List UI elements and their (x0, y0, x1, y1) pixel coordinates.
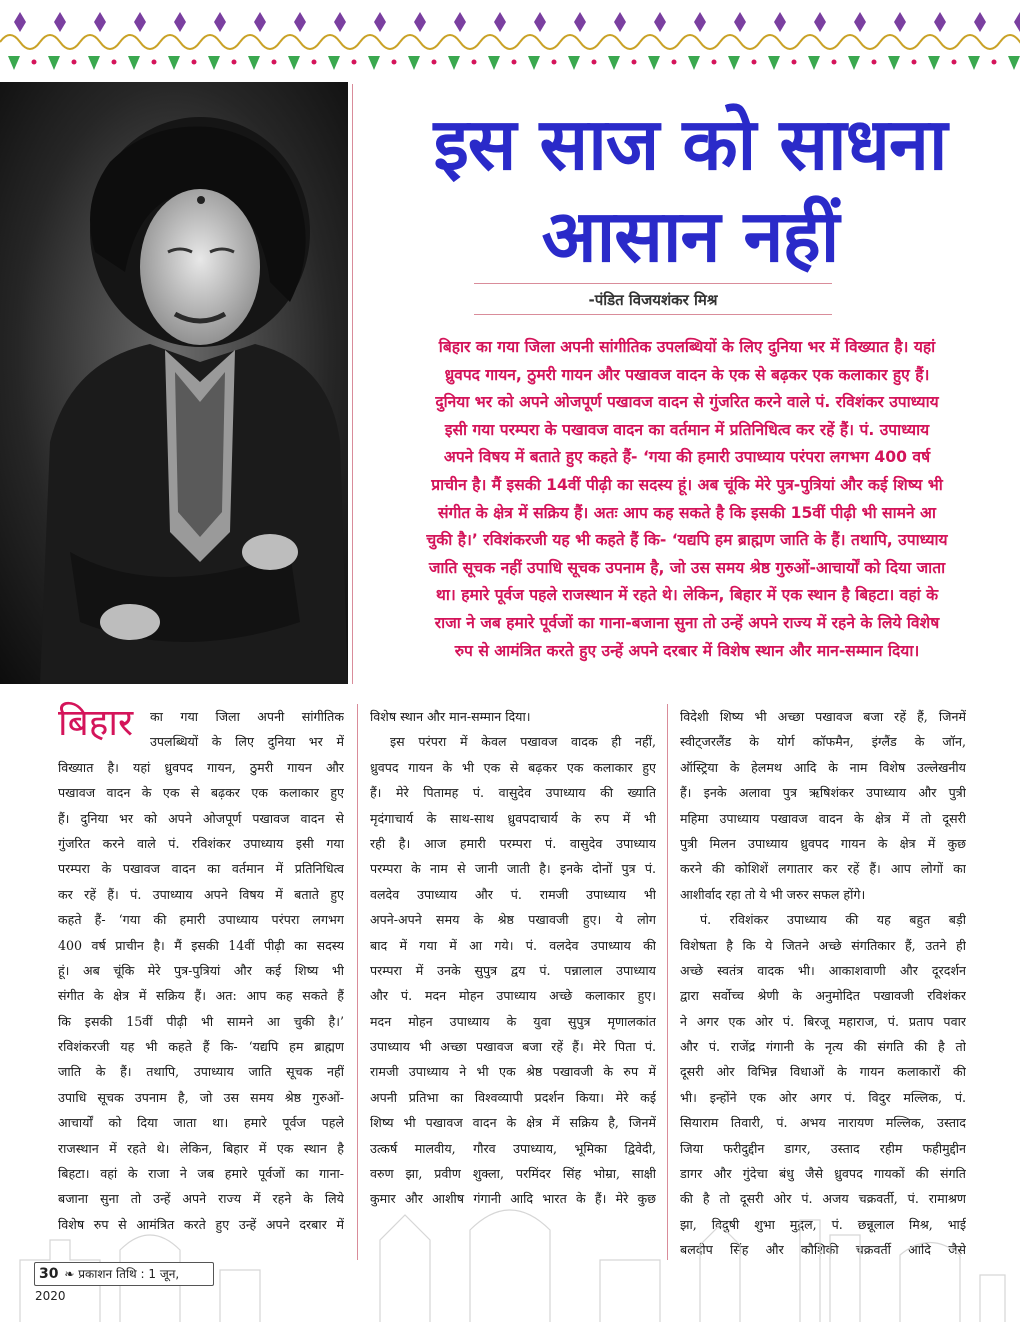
border-wave (40, 35, 80, 49)
border-leaf (448, 56, 460, 70)
body-text-line: आशीर्वाद रहा तो ये भी जरुर सफल होंगे। (680, 886, 866, 902)
border-wave (960, 35, 1000, 49)
border-diamond (734, 12, 746, 32)
intro-line: था। हमारे पूर्वज पहले राजस्थान में रहते थे। लेकिन, बिहार में एक स्थान है बिहटा। वहां के (435, 586, 939, 605)
border-dot (712, 60, 717, 65)
intro-line: संगीत के क्षेत्र में सक्रिय हैं। अतः आप कह सकते है कि इसकी 15वीं पीढ़ी भी सामने आ (438, 503, 936, 522)
border-wave (440, 35, 480, 49)
border-leaf (88, 56, 100, 70)
border-wave (880, 35, 920, 49)
border-leaf (48, 56, 60, 70)
border-leaf (408, 56, 420, 70)
border-dot (512, 60, 517, 65)
body-text-line: कहते हैं- ‘गया की हमारी उपाध्याय परंपरा लगभग (58, 912, 344, 928)
page-footer (34, 1262, 214, 1303)
border-dot (352, 60, 357, 65)
border-diamond (694, 12, 706, 32)
border-dot (672, 60, 677, 65)
body-text-line: वरुण झा, प्रवीण शुक्ला, परमिंदर सिंह भोम्रा, साक्षी (370, 1166, 656, 1182)
body-text-line: परम्परा के पखावज वादन का वर्तमान में प्रतिनिधित्व (58, 861, 344, 877)
body-text-line: अपने-अपने समय के श्रेष्ठ पखावजी हुए। ये लोग (370, 912, 656, 928)
border-diamond (854, 12, 866, 32)
column-divider-2 (667, 704, 668, 1260)
intro-line: बिहार का गया जिला अपनी सांगीतिक उपलब्धियों के लिए दुनिया भर में विख्यात है। यहां (438, 338, 936, 356)
border-wave (640, 35, 680, 49)
border-leaf (168, 56, 180, 70)
body-text-line: ऑस्ट्रिया के हेलमथ आदि के नाम विशेष उल्लेखनीय (680, 759, 966, 775)
border-diamond (574, 12, 586, 32)
border-leaf (368, 56, 380, 70)
body-text-line: गुंजरित करने वाले पं. रविशंकर उपाध्याय इसी गया (58, 835, 344, 851)
body-text-line: सियाराम तिवारी, पं. अभय नारायण मल्लिक, उस्ताद (680, 1115, 966, 1131)
intro-line: इसी गया परम्परा के पखावज वादन का वर्तमान में प्रतिनिधित्व कर रहें हैं। पं. उपाध्याय (444, 420, 930, 439)
border-diamond (934, 12, 946, 32)
body-text-line: राजस्थान में रहते थे। लेकिन, बिहार में एक स्थान है (58, 1140, 344, 1156)
border-diamond (774, 12, 786, 32)
article-headline (360, 98, 1020, 282)
body-text-line: हैं। दुनिया भर को अपने ओजपूर्ण पखावज वादन से (58, 810, 344, 826)
portrait-photo (0, 82, 348, 684)
intro-line: ध्रुवपद गायन, ठुमरी गायन और पखावज वादन के एक से बढ़कर एक कलाकार हुए हैं। (444, 365, 930, 384)
border-dot (232, 60, 237, 65)
border-diamond (894, 12, 906, 32)
intro-line: दुनिया भर को अपने ओजपूर्ण पखावज वादन से गुंजरित करने वाले पं. रविशंकर उपाध्याय (435, 393, 939, 412)
border-dot (192, 60, 197, 65)
border-leaf (488, 56, 500, 70)
border-diamond (1014, 12, 1020, 32)
border-diamond (14, 12, 26, 32)
body-text-line: आचार्यों को दिया जाता था। हमारे पूर्वज पहले (58, 1115, 344, 1131)
border-wave (760, 35, 800, 49)
body-text-line: उपाधि सूचक उपनाम है, जो उस समय श्रेष्ठ गुरुओं- (58, 1089, 344, 1105)
border-wave (560, 35, 600, 49)
border-leaf (848, 56, 860, 70)
border-dot (272, 60, 277, 65)
body-text-line: कर रहें हैं। पं. उपाध्याय अपने विषय में बताते हुए (58, 886, 344, 902)
border-dot (832, 60, 837, 65)
body-text-line: विख्यात है। यहां ध्रुवपद गायन, ठुमरी गायन और (58, 759, 344, 775)
border-leaf (288, 56, 300, 70)
border-wave (280, 35, 320, 49)
border-wave (240, 35, 280, 49)
border-leaf (608, 56, 620, 70)
title-divider (352, 84, 353, 684)
border-wave (360, 35, 400, 49)
border-wave (720, 35, 760, 49)
border-diamond (174, 12, 186, 32)
body-text-line: बाद में गया में आ गये। पं. वलदेव उपाध्याय की (370, 937, 656, 953)
border-wave (600, 35, 640, 49)
body-text-line: और पं. राजेंद्र गंगानी के नृत्य की संगति की है तो (680, 1039, 966, 1055)
body-text-line: द्वारा सर्वोच्च श्रेणी के अनुमोदित पखावजी रविशंकर (680, 988, 966, 1004)
border-diamond (534, 12, 546, 32)
body-text-line: भी। इन्होंने एक ओर अगर पं. विदुर मल्लिक, पं. (680, 1089, 966, 1105)
border-diamond (814, 12, 826, 32)
border-leaf (8, 56, 20, 70)
border-leaf (528, 56, 540, 70)
border-diamond (294, 12, 306, 32)
intro-line: चुकी है।’ रविशंकरजी यह भी कहते हैं कि- ‘यद्यपि हम ब्राह्मण जाति के हैं। तथापि, उपाध्याय (426, 531, 948, 550)
body-text-line: जिया फरीदुद्दीन डागर, उस्ताद रहीम फहीमुद्दीन (680, 1140, 966, 1156)
decorative-top-border (0, 0, 1020, 80)
headline-line-2: आसान नहीं (541, 194, 839, 278)
border-leaf (568, 56, 580, 70)
border-diamond (974, 12, 986, 32)
dropcap-word: बिहार (58, 701, 134, 744)
column-divider-1 (357, 704, 358, 1260)
body-column-2 (370, 704, 656, 1212)
body-text-line: संगीत के क्षेत्र में सक्रिय हैं। अत: आप कह सकते हैं (58, 988, 344, 1004)
border-dot (912, 60, 917, 65)
publish-date: प्रकाशन तिथि : 1 जून, 2020 (35, 1267, 180, 1303)
border-dot (552, 60, 557, 65)
border-diamond (134, 12, 146, 32)
body-text-line: हूं। अब चूंकि मेरे पुत्र-पुत्रियां और कई शिष्य भी (58, 962, 344, 978)
intro-line: राजा ने जब हमारे पूर्वजों का गाना-बजाना सुना तो उन्हें अपने राज्य में रहने के लिये विशेष (434, 613, 940, 632)
body-text-line: उत्कर्ष मालवीय, गौरव उपाध्याय, भूमिका द्विवेदी, (370, 1140, 656, 1156)
intro-paragraph (362, 334, 1012, 665)
border-wave (0, 35, 40, 49)
border-diamond (54, 12, 66, 32)
body-text-line: शिष्य भी पखावज वादन के क्षेत्र में सक्रिय है, जिनमें (370, 1115, 656, 1131)
border-diamond (654, 12, 666, 32)
border-diamond (94, 12, 106, 32)
body-text-line: करने की कोशिशें लगातार कर रहें हैं। आप लोगों का (680, 861, 966, 877)
body-text-line: ध्रुवपद गायन के भी एक से बढ़कर एक कलाकार हुए (370, 759, 656, 775)
body-text-line: हैं। मेरे पितामह पं. वासुदेव उपाध्याय की ख्याति (370, 785, 656, 801)
body-text-line: अच्छे स्वतंत्र वादक भी। आकाशवाणी और दूरदर्शन (680, 962, 966, 978)
body-text-line: पखावज वादन के एक से बढ़कर एक कलाकार हुए (58, 785, 344, 801)
body-text-line: कि इसकी 15वीं पीढ़ी भी सामने आ चुकी है।’ (58, 1013, 344, 1029)
border-leaf (1008, 56, 1020, 70)
border-leaf (648, 56, 660, 70)
body-text-line: विदेशी शिष्य भी अच्छा पखावज बजा रहें हैं, जिनमें (680, 709, 966, 724)
border-leaf (888, 56, 900, 70)
border-leaf (328, 56, 340, 70)
border-diamond (254, 12, 266, 32)
border-leaf (128, 56, 140, 70)
body-text-line: हैं। इनके अलावा पुत्र ऋषिशंकर उपाध्याय और पुत्री (680, 785, 966, 801)
intro-line: रुप से आमंत्रित करते हुए उन्हें अपने दरबार में विशेष स्थान और मान-सम्मान दिया। (454, 641, 920, 660)
body-text-line: दूसरी ओर विभिन्न विधाओं के गायन कलाकारों की (680, 1064, 966, 1080)
body-text-line: का गया जिला अपनी सांगीतिक (150, 709, 344, 724)
border-wave (680, 35, 720, 49)
border-wave (80, 35, 120, 49)
border-leaf (728, 56, 740, 70)
border-diamond (614, 12, 626, 32)
border-diamond (494, 12, 506, 32)
body-text-line: स्वीट्जरलैंड के योर्ग कॉफमैन, इंग्लैंड के जॉन, (680, 734, 966, 750)
intro-line: जाति सूचक नहीं उपाधि सूचक उपनाम है, जो उस समय श्रेष्ठ गुरुओं-आचार्यों को दिया जाता (428, 558, 946, 577)
border-dot (992, 60, 997, 65)
border-diamond (454, 12, 466, 32)
border-wave (1000, 35, 1020, 49)
border-diamond (374, 12, 386, 32)
border-dot (392, 60, 397, 65)
body-text-line: बिहटा। वहां के राजा ने जब हमारे पूर्वजों का गाना- (58, 1166, 344, 1182)
border-dot (152, 60, 157, 65)
body-text-line: की है तो दूसरी ओर पं. अजय चक्रवर्ती, पं. रामाश्रण (680, 1191, 966, 1207)
body-text-line: रही है। आज हमारी परम्परा पं. वासुदेव उपाध्याय (370, 835, 656, 851)
border-dot (432, 60, 437, 65)
body-text-line: उपाध्याय भी अच्छा पखावज बजा रहें हैं। मेरे पिता पं. (370, 1039, 656, 1055)
body-text-line: अपनी प्रतिभा का विश्वव्यापी प्रदर्शन किया। मेरे कई (370, 1089, 656, 1105)
body-text-line: जाति के हैं। तथापि, उपाध्याय जाति सूचक नहीं (58, 1064, 344, 1080)
body-text-line: 400 वर्ष प्राचीन है। मैं इसकी 14वीं पीढ़ी का सदस्य (58, 937, 344, 953)
body-text-line: कुमार और आशीष गंगानी आदि भारत के हैं। मेरे कुछ (370, 1191, 656, 1207)
border-dot (312, 60, 317, 65)
body-text-line: परम्परा के नाम से जानी जाती है। इनके दोनों पुत्र पं. (370, 861, 656, 877)
border-wave (120, 35, 160, 49)
body-text-line: पं. रविशंकर उपाध्याय की यह बहुत बड़ी (700, 912, 966, 928)
border-dot (72, 60, 77, 65)
border-dot (472, 60, 477, 65)
body-column-1 (58, 701, 344, 1237)
headline-line-1: इस साज को साधना (433, 102, 947, 186)
headline-rule-bottom (474, 314, 832, 315)
border-dot (32, 60, 37, 65)
body-text-line: और पं. मदन मोहन उपाध्याय अच्छे कलाकार हुए। (370, 988, 656, 1004)
page-number: 30 (39, 1266, 59, 1282)
body-text-line: रामजी उपाध्याय ने भी एक श्रेष्ठ पखावजी के रुप में (370, 1064, 656, 1080)
intro-line: प्राचीन है। मैं इसकी 14वीं पीढ़ी का सदस्य हूं। अब चूंकि मेरे पुत्र-पुत्रियां और कई शिष्य भी (431, 475, 943, 494)
border-diamond (334, 12, 346, 32)
body-text-line: परम्परा में उनके सुपुत्र द्वय पं. पन्नालाल उपाध्याय (370, 962, 656, 978)
border-wave (920, 35, 960, 49)
border-wave (200, 35, 240, 49)
headline-rule-top (474, 283, 832, 284)
border-leaf (768, 56, 780, 70)
border-leaf (208, 56, 220, 70)
body-text-line: बजाना सुना तो उन्हें अपने राज्य में रहने के लिये (58, 1191, 344, 1207)
border-dot (792, 60, 797, 65)
border-diamond (414, 12, 426, 32)
body-text-line: मृदंगाचार्य के साथ-साथ ध्रुवपदाचार्य के रुप में भी (370, 810, 656, 826)
border-dot (952, 60, 957, 65)
body-text-line: विशेषता है कि ये जितने अच्छे संगतिकार हैं, उतने ही (680, 937, 966, 953)
body-column-3 (680, 704, 966, 1263)
body-text-line: विशेष रुप से आमंत्रित करते हुए उन्हें अपने दरबार में (58, 1216, 344, 1232)
intro-line: अपने विषय में बताते हुए कहते हैं- ‘गया की हमारी उपाध्याय परंपरा लगभग 400 वर्ष (443, 448, 931, 467)
body-text-line: उपलब्धियों के लिए दुनिया भर में (150, 734, 344, 750)
border-diamond (214, 12, 226, 32)
author-byline: -पंडित विजयशंकर मिश्र (588, 291, 718, 309)
border-leaf (968, 56, 980, 70)
body-text-line: बलदीप सिंह और कौशिकी चक्रवर्ती आदि जैसे (680, 1242, 966, 1258)
border-leaf (248, 56, 260, 70)
border-dot (112, 60, 117, 65)
border-dot (632, 60, 637, 65)
body-text-line: डागर और गुंदेचा बंधु जैसे ध्रुवपद गायकों की संगति (680, 1166, 966, 1182)
body-text-line: महिमा उपाध्याय पखावज वादन के क्षेत्र में तो दूसरी (680, 810, 966, 826)
body-text-line: विशेष स्थान और मान-सम्मान दिया। (370, 709, 531, 724)
border-wave (400, 35, 440, 49)
body-text-line: रविशंकरजी यह भी कहते हैं कि- ‘यद्यपि हम ब्राह्मण (58, 1039, 344, 1055)
body-text-line: मदन मोहन उपाध्याय के युवा सुपुत्र मृणालकांत (370, 1013, 656, 1029)
body-text-line: ने अगर एक ओर पं. बिरजू महाराज, पं. प्रताप पवार (680, 1013, 966, 1029)
leaf-icon: ❧ (64, 1267, 75, 1281)
border-leaf (808, 56, 820, 70)
border-dot (752, 60, 757, 65)
border-leaf (928, 56, 940, 70)
body-text-line: पुत्री मिलन उपाध्याय ध्रुवपद गायन के क्षेत्र में कुछ (680, 835, 966, 851)
border-wave (160, 35, 200, 49)
border-wave (800, 35, 840, 49)
border-wave (480, 35, 520, 49)
border-wave (520, 35, 560, 49)
border-dot (872, 60, 877, 65)
border-dot (592, 60, 597, 65)
body-text-line: वलदेव उपाध्याय और पं. रामजी उपाध्याय भी (370, 886, 656, 902)
border-wave (840, 35, 880, 49)
border-leaf (688, 56, 700, 70)
body-text-line: झा, विदुषी शुभा मुद्गल, पं. छन्नूलाल मिश्र, भाई (680, 1216, 966, 1232)
body-text-line: इस परंपरा में केवल पखावज वादक ही नहीं, (390, 734, 656, 750)
border-wave (320, 35, 360, 49)
